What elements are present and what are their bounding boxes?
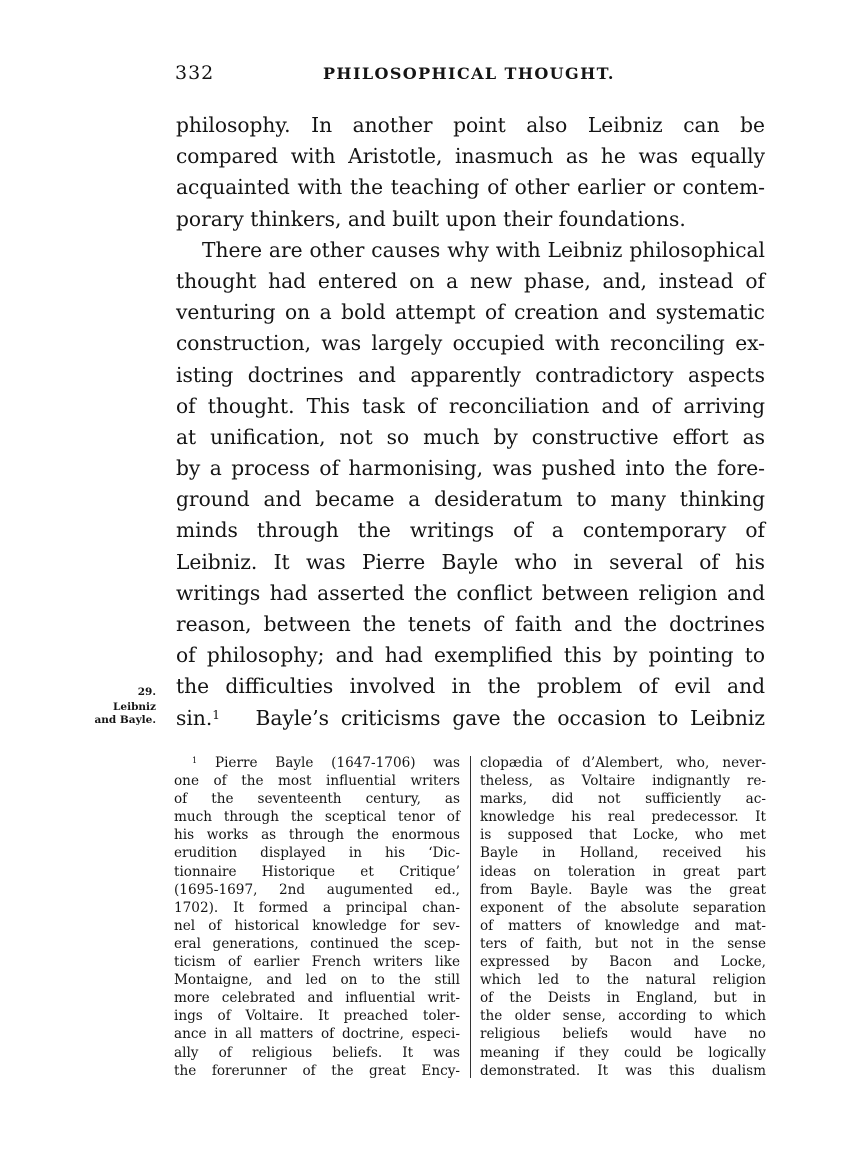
footnote-line: nel of historical knowledge for sev- xyxy=(174,917,460,934)
body-line: philosophy. In another point also Leibniz can be xyxy=(176,113,765,137)
footnote-line: tionnaire Historique et Critique’ xyxy=(174,863,460,880)
footnote-left-column xyxy=(174,754,460,1080)
footnote-line: more celebrated and influential writ- xyxy=(174,990,460,1007)
body-line-last xyxy=(176,703,765,734)
marginal-note xyxy=(84,686,156,727)
footnote-line: knowledge his real predecessor. It xyxy=(480,809,766,826)
body-line: compared with Aristotle, inasmuch as he was equally xyxy=(176,144,765,169)
footnote-line: exponent of the absolute separation xyxy=(480,899,766,916)
footnote-line: Montaigne, and led on to the still xyxy=(174,972,460,989)
body-line: writings had asserted the conflict between religion and xyxy=(176,580,765,605)
footnote-line: demonstrated. It was this dualism xyxy=(480,1062,766,1079)
footnote-line: ally of religious beliefs. It was xyxy=(174,1044,460,1061)
body-line: at unification, not so much by constructive effort as xyxy=(176,424,765,449)
footnote-marker: 1 xyxy=(192,754,198,765)
footnote-line: religious beliefs would have no xyxy=(480,1026,766,1043)
body-line: thought had entered on a new phase, and, instead of xyxy=(176,268,765,293)
footnote-line: is supposed that Locke, who met xyxy=(480,827,766,844)
footnote-line: ance in all matters of doctrine, especi- xyxy=(174,1026,460,1043)
footnote-line: ters of faith, but not in the sense xyxy=(480,935,766,952)
body-line: the difficulties involved in the problem of evil and xyxy=(176,674,765,699)
footnote-line: from Bayle. Bayle was the great xyxy=(480,881,766,898)
footnote-line: ticism of earlier French writers like xyxy=(174,954,460,971)
body-line: of thought. This task of reconciliation and of arriving xyxy=(176,393,765,418)
footnote-line-text: Pierre Bayle (1647-1706) was xyxy=(197,755,460,771)
footnote-line: which led to the natural religion xyxy=(480,972,766,989)
body-text xyxy=(176,110,765,734)
marginal-note-number: 29. xyxy=(137,686,156,698)
body-line: porary thinkers, and built upon their foundations. xyxy=(176,206,686,231)
marginal-note-line: and Bayle. xyxy=(94,714,156,726)
footnote-line: the older sense, according to which xyxy=(480,1008,766,1025)
marginal-note-line: Leibniz xyxy=(113,701,156,713)
body-line: venturing on a bold attempt of creation and systematic xyxy=(176,300,765,325)
footnote-line: erudition displayed in his ‘Dic- xyxy=(174,845,460,862)
footnote-line: clopædia of d’Alembert, who, never- xyxy=(480,755,766,771)
footnote-right-column xyxy=(480,754,766,1080)
footnote-line: of the Deists in England, but in xyxy=(480,990,766,1007)
footnote-line xyxy=(174,754,460,772)
body-line: Leibniz. It was Pierre Bayle who in several of his xyxy=(176,549,765,574)
footnote-line: theless, as Voltaire indignantly re- xyxy=(480,773,766,790)
body-line: of philosophy; and had exemplified this by pointing to xyxy=(176,643,765,668)
body-line: reason, between the tenets of faith and the doctrines xyxy=(176,612,765,636)
body-line: ground and became a desideratum to many thinking xyxy=(176,487,765,512)
footnote-line: of the seventeenth century, as xyxy=(174,791,460,808)
footnote-line: ideas on toleration in great part xyxy=(480,863,766,880)
body-line: construction, was largely occupied with reconciling ex- xyxy=(176,331,765,356)
footnote-line: one of the most influential writers xyxy=(174,773,460,790)
footnote-reference: 1 xyxy=(212,707,220,722)
footnote-line: meaning if they could be logically xyxy=(480,1044,766,1061)
footnote-line: of matters of knowledge and mat- xyxy=(480,917,766,934)
footnote-line: expressed by Bacon and Locke, xyxy=(480,954,766,971)
body-line: There are other causes why with Leibniz philosophical xyxy=(202,237,765,262)
footnote-line: 1702). It formed a principal chan- xyxy=(174,899,460,916)
footnote-line: eral generations, continued the scep- xyxy=(174,935,460,952)
column-divider xyxy=(470,756,471,1078)
footnote-line: the forerunner of the great Ency- xyxy=(174,1062,460,1079)
body-line-start: sin. xyxy=(176,705,213,730)
footnote-line: ings of Voltaire. It preached toler- xyxy=(174,1008,460,1025)
footnote-line: much through the sceptical tenor of xyxy=(174,809,460,826)
body-line: by a process of harmonising, was pushed into the fore- xyxy=(176,456,765,481)
body-line: acquainted with the teaching of other earlier or contem- xyxy=(176,175,765,200)
footnote-line: Bayle in Holland, received his xyxy=(480,845,766,862)
body-line: isting doctrines and apparently contradictory aspects xyxy=(176,362,765,387)
footnote-line: marks, did not sufficiently ac- xyxy=(480,791,766,808)
page-header xyxy=(173,62,767,90)
body-line-rest: Bayle’s criticisms gave the occasion to Leibniz xyxy=(219,705,765,730)
footnote xyxy=(174,754,768,1084)
footnote-line: (1695-1697, 2nd augumented ed., xyxy=(174,881,460,898)
body-line: minds through the writings of a contemporary of xyxy=(176,518,765,543)
running-head: PHILOSOPHICAL THOUGHT. xyxy=(323,64,615,83)
page-number: 332 xyxy=(175,62,215,84)
footnote-line: his works as through the enormous xyxy=(174,827,460,844)
